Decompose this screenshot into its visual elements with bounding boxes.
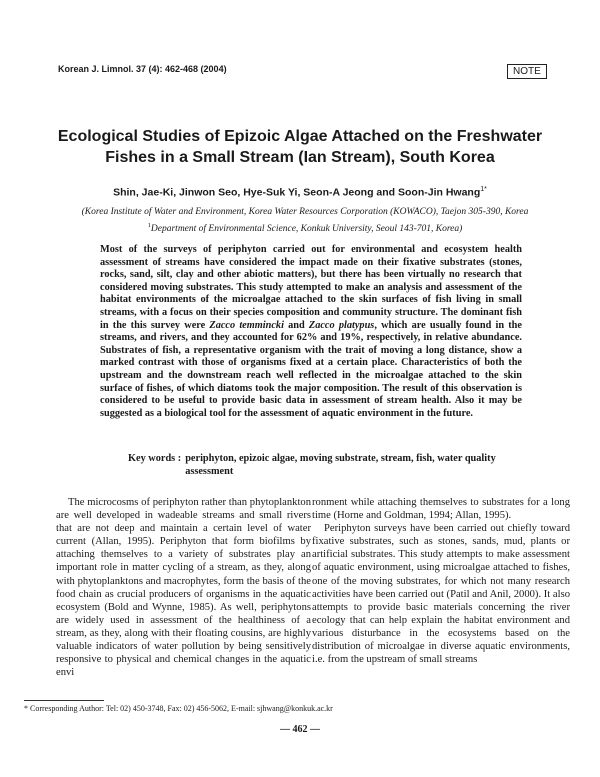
abstract-part-2: , which are usually found in the streams, and rivers, and they accounted for 62% and 19%, respectively, in relative abundance. Substrates of fish, a representative organism with the trait of moving a long distance, show a marked contrast with those of organisms fixed at a certain place. Characteristics of both the upstream and the downstream reach well reflected in the microalgae attached to the skin surface of fishes, of which diatoms took the major composition. The result of this observation is considered to be useful to provide basic data in assessment of stream health. Also it may be suggested as a biological tool for the assessment of aquatic environment in the future. — [100, 319, 522, 419]
footnote-divider — [24, 700, 104, 701]
affiliation-line-2-text: Department of Environmental Science, Konkuk University, Seoul 143-701, Korea) — [150, 224, 463, 235]
note-badge: NOTE — [507, 64, 547, 79]
keywords-line-1: periphyton, epizoic algae, moving substrate, stream, fish, water quality — [185, 453, 496, 464]
corresponding-author-footnote: * Corresponding Author: Tel: 02) 450-3748, Fax: 02) 456-5062, E-mail: sjhwang@konkuk.ac.kr — [24, 704, 333, 713]
page-number: — 462 — — [280, 724, 320, 735]
journal-reference: Korean J. Limnol. 37 (4): 462-468 (2004) — [58, 64, 227, 74]
affiliation-line-2 — [40, 219, 570, 236]
species-name-2: Zacco platypus — [308, 319, 375, 331]
author-list — [40, 186, 560, 199]
species-name-1: Zacco temmincki — [209, 319, 284, 331]
keywords-line-2: assessment — [185, 466, 234, 477]
abstract-and: and — [283, 319, 309, 331]
affiliation-mark: 1 — [147, 222, 151, 229]
abstract-part-1: Most of the surveys of periphyton carried out for environmental and ecosystem health assessment of streams have considered the impact made on their fixative substrates (stones, rocks, sand, silt, clay and other abiotic matters), but there has been virtually no research that considered moving substrates. This study attempted to make an analysis and assessment of the habitat environments of the microalgae attached to the skin surfaces of fish living in small streams, with a focus on their species composition and community structure. The dominant fish in the this survey were — [100, 244, 522, 331]
body-column-right — [312, 496, 570, 666]
title-line-2: Fishes in a Small Stream (Ian Stream), South Korea — [105, 149, 495, 166]
body-paragraph-continued: ronment while attaching themselves to substrates for a long time (Horne and Goldman, 1994; Allan, 1995). — [312, 497, 570, 522]
keywords-list — [185, 452, 496, 478]
body-paragraph: The microcosms of periphyton rather than phytoplankton are well developed in wadeable streams and small rivers that are not deep and maintain a certain level of water current (Allan, 1995). Periphyton that form biofilms by attaching themselves to a variety of substrates play an important role in matter cycling of a stream, as they, along with phytoplanktons and macrophytes, form the basis of the food chain as crucial producers of organisms in the aquatic ecosystem (Bold and Wynne, 1985). As well, periphytons are widely used in assessment of the healthiness of a stream, as they, along with their floating cousins, are highly valuable indicators of water pollution by being sensitively responsive to physical and chemical changes in the aquatic envi — [56, 497, 311, 679]
keywords — [128, 452, 528, 478]
title-line-1: Ecological Studies of Epizoic Algae Attached on the Freshwater — [57, 128, 543, 145]
keywords-label: Key words : — [128, 453, 182, 464]
paper-title — [40, 126, 560, 168]
abstract — [100, 244, 522, 420]
affiliations — [40, 206, 570, 236]
body-paragraph: Periphyton surveys have been carried out chiefly toward fixative substrates, such as stones, sands, mud, plants or artificial substrates. This study attempts to make assessment of aquatic environment, using microalgae attached to fishes, one of the moving substrates, for which not many research activities have been carried out (Patil and Anil, 2000). It also attempts to provide basic materials concerning the river ecology that can help explain the habitat environment and various disturbance in the ecosystems based on the distribution of microalgae in diverse aquatic environments, i.e. from the upstream of small streams — [312, 523, 570, 666]
body-column-left — [56, 496, 311, 679]
affiliation-line-1: (Korea Institute of Water and Environment, Korea Water Resources Corporation (KOWACO), Taejon 305-390, Korea — [81, 207, 529, 217]
author-names: Shin, Jae-Ki, Jinwon Seo, Hye-Suk Yi, Seon-A Jeong and Soon-Jin Hwang — [113, 186, 481, 199]
author-marks: 1* — [480, 186, 487, 193]
